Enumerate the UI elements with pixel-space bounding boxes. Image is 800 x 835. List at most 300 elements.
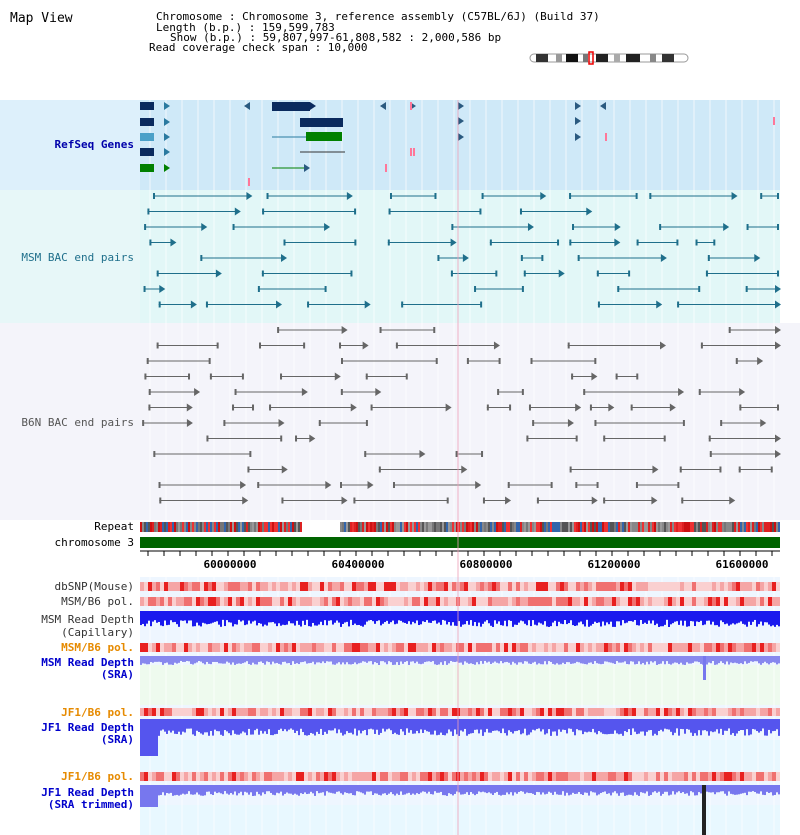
bac-end[interactable] [637,240,639,246]
depth-bar [468,785,470,795]
bac-end[interactable] [578,255,580,261]
bac-end[interactable] [777,193,779,199]
bac-end[interactable] [210,374,212,380]
repeat-block [398,522,400,532]
depth-bar [350,785,352,793]
bac-end[interactable] [159,482,161,488]
bac-end[interactable] [147,358,149,364]
bac-end[interactable] [603,436,605,442]
bac-end[interactable] [262,271,264,277]
bac-end[interactable] [242,374,244,380]
bac-end[interactable] [280,374,282,380]
bac-end[interactable] [720,420,722,426]
bac-end[interactable] [597,482,599,488]
repeat-block [224,522,226,532]
bac-end[interactable] [522,389,524,395]
bac-end[interactable] [153,193,155,199]
depth-bar [318,785,320,793]
bac-end[interactable] [520,209,522,215]
pol-cell [268,708,272,716]
bac-end[interactable] [277,327,279,333]
bac-end[interactable] [157,343,159,349]
bac-end[interactable] [474,286,476,292]
pol-cell [180,772,184,781]
bac-end[interactable] [232,405,234,411]
bac-end[interactable] [434,193,436,199]
bac-end[interactable] [235,389,237,395]
bac-end[interactable] [149,389,151,395]
bac-end[interactable] [708,255,710,261]
repeat-block [596,522,598,532]
bac-end[interactable] [339,343,341,349]
bac-end[interactable] [259,343,261,349]
depth-bar [152,785,154,807]
gene-marker[interactable] [410,148,412,156]
depth-bar [550,656,552,662]
bac-end[interactable] [509,405,511,411]
depth-bar [478,785,480,791]
bac-end[interactable] [739,405,741,411]
repeat-block [500,522,502,532]
depth-bar [342,785,344,795]
bac-end[interactable] [366,420,368,426]
depth-bar [396,785,398,794]
bac-end[interactable] [153,451,155,457]
bac-end[interactable] [479,209,481,215]
bac-end[interactable] [223,420,225,426]
depth-bar [240,719,242,733]
bac-end[interactable] [649,193,651,199]
bac-end[interactable] [570,467,572,473]
bac-end[interactable] [350,271,352,277]
chromosome-ideogram[interactable] [530,52,688,64]
pol-cell [732,643,736,652]
bac-end[interactable] [380,327,382,333]
bac-end[interactable] [628,271,630,277]
bac-end[interactable] [576,436,578,442]
bac-end[interactable] [480,302,482,308]
bac-end[interactable] [233,224,235,230]
gene-marker[interactable] [385,164,387,172]
bac-end[interactable] [569,193,571,199]
bac-end[interactable] [451,224,453,230]
depth-bar [214,719,216,730]
bac-end[interactable] [760,193,762,199]
bac-end[interactable] [597,271,599,277]
depth-bar [538,656,540,663]
bac-end[interactable] [379,467,381,473]
bac-end[interactable] [541,255,543,261]
depth-bar [730,719,732,735]
repeat-block [584,522,586,532]
bac-end[interactable] [590,405,592,411]
repeat-block [606,522,608,532]
pol-cell [220,643,224,652]
bac-end[interactable] [467,358,469,364]
bac-end[interactable] [709,436,711,442]
gene-marker[interactable] [248,178,250,186]
depth-bar [542,785,544,792]
bac-end[interactable] [217,343,219,349]
bac-end[interactable] [481,451,483,457]
bac-end[interactable] [508,482,510,488]
bac-end[interactable] [676,240,678,246]
depth-bar [754,611,756,620]
bac-end[interactable] [575,482,577,488]
bac-end[interactable] [267,193,269,199]
depth-bar [398,656,400,665]
bac-end[interactable] [284,240,286,246]
bac-end[interactable] [739,467,741,473]
bac-end[interactable] [583,389,585,395]
bac-end[interactable] [144,224,146,230]
bac-end[interactable] [147,209,149,215]
gene-marker[interactable] [773,117,775,125]
bac-end[interactable] [487,405,489,411]
gene-exon[interactable] [140,164,154,172]
depth-bar [322,611,324,625]
depth-bar [488,611,490,623]
gene-marker[interactable] [605,133,607,141]
repeat-block [578,522,580,532]
depth-bar [266,656,268,661]
bac-end[interactable] [522,286,524,292]
depth-bar [250,656,252,665]
depth-bar [546,785,548,794]
depth-bar [206,656,208,662]
bac-end[interactable] [340,482,342,488]
bac-end[interactable] [701,343,703,349]
bac-end[interactable] [200,255,202,261]
pol-cell [564,597,568,606]
depth-bar [334,611,336,623]
bac-end[interactable] [188,374,190,380]
bac-end[interactable] [437,255,439,261]
gene-exon[interactable] [140,148,154,156]
depth-bar [734,611,736,624]
bac-end[interactable] [406,374,408,380]
bac-end[interactable] [258,286,260,292]
bac-end[interactable] [603,498,605,504]
depth-bar [184,611,186,620]
pol-cell [228,582,232,591]
pol-cell [584,643,588,652]
gene-exon[interactable] [140,133,154,141]
depth-bar [194,785,196,794]
bac-end[interactable] [353,498,355,504]
bac-end[interactable] [659,224,661,230]
bac-end[interactable] [631,405,633,411]
bac-end[interactable] [557,240,559,246]
depth-bar [490,719,492,733]
bac-end[interactable] [572,224,574,230]
repeat-block [446,522,448,532]
depth-bar [578,785,580,792]
bac-end[interactable] [706,271,708,277]
bac-end[interactable] [206,436,208,442]
depth-bar [368,656,370,661]
bac-end[interactable] [149,240,151,246]
bac-end[interactable] [537,498,539,504]
bac-end[interactable] [594,358,596,364]
gene-exon[interactable] [140,118,154,126]
bac-end[interactable] [456,451,458,457]
pol-cell [560,643,564,652]
depth-bar [514,719,516,731]
bac-end[interactable] [281,498,283,504]
repeat-block [704,522,706,532]
depth-bar [504,656,506,662]
pol-cell [708,772,712,781]
bac-end[interactable] [571,374,573,380]
bac-end[interactable] [594,420,596,426]
pol-cell [764,643,768,652]
pol-cell [692,772,696,781]
bac-end[interactable] [371,405,373,411]
bac-end[interactable] [157,271,159,277]
bac-end[interactable] [366,374,368,380]
bac-end[interactable] [777,224,779,230]
pol-cell [328,643,332,652]
bac-end[interactable] [524,271,526,277]
bac-end[interactable] [569,240,571,246]
bac-end[interactable] [307,302,309,308]
pol-cell [560,772,564,781]
depth-bar [726,611,728,624]
bac-end[interactable] [568,343,570,349]
bac-end[interactable] [341,389,343,395]
depth-bar [398,785,400,795]
bac-end[interactable] [451,271,453,277]
bac-end[interactable] [144,286,146,292]
depth-bar [474,611,476,622]
pol-cell [164,597,168,606]
label-b6n-bac[interactable]: B6N BAC end pairs [21,416,134,429]
depth-bar [682,719,684,729]
bac-end[interactable] [159,302,161,308]
bac-end[interactable] [247,467,249,473]
depth-bar [622,611,624,620]
bac-end[interactable] [532,420,534,426]
repeat-block [524,522,526,532]
bac-end[interactable] [598,302,600,308]
pol-cell [600,772,604,781]
bac-end[interactable] [719,467,721,473]
bac-end[interactable] [388,240,390,246]
bac-end[interactable] [295,436,297,442]
bac-end[interactable] [159,498,161,504]
pol-cell [224,643,228,652]
bac-end[interactable] [777,405,779,411]
depth-bar [684,611,686,621]
bac-end[interactable] [249,451,251,457]
bac-end[interactable] [142,420,144,426]
pol-cell [428,597,432,606]
pol-cell [188,708,192,716]
gene-body[interactable] [306,132,342,141]
depth-bar [678,656,680,664]
pol-cell [200,582,204,591]
bac-end[interactable] [696,240,698,246]
bac-end[interactable] [303,343,305,349]
pol-cell [684,643,688,652]
bac-end[interactable] [698,286,700,292]
bac-end[interactable] [262,209,264,215]
bac-end[interactable] [747,224,749,230]
bac-end[interactable] [499,358,501,364]
depth-bar [326,785,328,791]
bac-end[interactable] [257,482,259,488]
bac-end[interactable] [401,302,403,308]
bac-end[interactable] [710,451,712,457]
bac-end[interactable] [636,193,638,199]
bac-end[interactable] [148,405,150,411]
pol-cell [352,708,356,716]
depth-bar [166,611,168,625]
bac-end[interactable] [677,482,679,488]
bac-end[interactable] [495,271,497,277]
bac-end[interactable] [490,240,492,246]
bac-end[interactable] [777,271,779,277]
bac-end[interactable] [521,255,523,261]
repeat-block [344,522,346,532]
pol-cell [568,772,572,781]
repeat-block [532,522,534,532]
bac-end[interactable] [269,405,271,411]
bac-end[interactable] [483,498,485,504]
bac-end[interactable] [530,358,532,364]
repeat-block [420,522,422,532]
depth-bar [548,611,550,627]
depth-bar [170,785,172,793]
depth-bar [692,785,694,792]
pol-cell [696,597,700,606]
depth-bar [472,719,474,733]
bac-end[interactable] [341,358,343,364]
bac-end[interactable] [390,193,392,199]
depth-bar [186,785,188,794]
gene-marker[interactable] [410,102,412,110]
depth-bar [340,785,342,793]
depth-bar [250,719,252,735]
depth-bar [572,719,574,732]
repeat-block [200,522,202,532]
depth-bar [254,719,256,730]
depth-bar [386,719,388,729]
bac-end[interactable] [206,302,208,308]
bac-end[interactable] [746,286,748,292]
bac-end[interactable] [447,498,449,504]
bac-end[interactable] [636,482,638,488]
depth-bar [730,785,732,794]
bac-end[interactable] [664,436,666,442]
bac-end[interactable] [319,420,321,426]
bac-end[interactable] [364,451,366,457]
bac-end[interactable] [680,467,682,473]
bac-end[interactable] [677,302,679,308]
bac-end[interactable] [729,327,731,333]
depth-bar [680,656,682,663]
depth-bar [314,656,316,664]
bac-end[interactable] [389,209,391,215]
pol-cell [536,772,540,781]
depth-bar [334,785,336,794]
depth-bar [610,719,612,734]
repeat-block [490,522,492,532]
bac-end[interactable] [209,358,211,364]
depth-bar [666,611,668,620]
bac-end[interactable] [771,467,773,473]
depth-bar [492,611,494,627]
bac-end[interactable] [393,482,395,488]
pol-cell [176,582,180,591]
pol-cell [724,582,728,591]
pol-cell [608,643,612,652]
bac-end[interactable] [713,240,715,246]
bac-end[interactable] [144,374,146,380]
bac-end[interactable] [616,374,618,380]
bac-end[interactable] [280,436,282,442]
bac-end[interactable] [354,240,356,246]
bac-end[interactable] [736,358,738,364]
depth-bar [548,785,550,792]
bac-end[interactable] [636,374,638,380]
depth-bar [620,656,622,663]
repeat-block [560,522,562,532]
bac-end[interactable] [617,286,619,292]
depth-bar [142,656,144,663]
bac-end[interactable] [396,343,398,349]
bac-end[interactable] [482,193,484,199]
depth-bar [592,656,594,664]
depth-bar [444,656,446,661]
depth-bar [678,611,680,625]
repeat-block [672,522,674,532]
pol-cell [528,643,532,652]
pol-cell [632,708,636,716]
bac-end[interactable] [683,420,685,426]
bac-end[interactable] [699,389,701,395]
gene-marker[interactable] [413,148,415,156]
bac-end[interactable] [354,209,356,215]
gene-body[interactable] [300,118,343,127]
repeat-block [444,522,446,532]
label-refseq-genes[interactable]: RefSeq Genes [54,138,134,151]
bac-end[interactable] [529,405,531,411]
pol-cell [576,708,580,716]
bac-end[interactable] [433,327,435,333]
depth-bar [552,719,554,732]
depth-bar [442,785,444,795]
pol-cell [436,708,440,716]
pol-cell [756,597,760,606]
depth-bar [320,785,322,793]
bac-end[interactable] [526,436,528,442]
bac-end[interactable] [497,389,499,395]
gene-body[interactable] [272,102,310,111]
label-msm-bac[interactable]: MSM BAC end pairs [21,251,134,264]
gene-exon[interactable] [140,102,154,110]
bac-end[interactable] [325,286,327,292]
bac-end[interactable] [252,405,254,411]
bac-end[interactable] [436,358,438,364]
pol-cell [288,597,292,606]
bac-end[interactable] [681,498,683,504]
depth-bar [594,719,596,733]
depth-bar [284,719,286,729]
bac-end[interactable] [551,482,553,488]
depth-bar [502,611,504,626]
